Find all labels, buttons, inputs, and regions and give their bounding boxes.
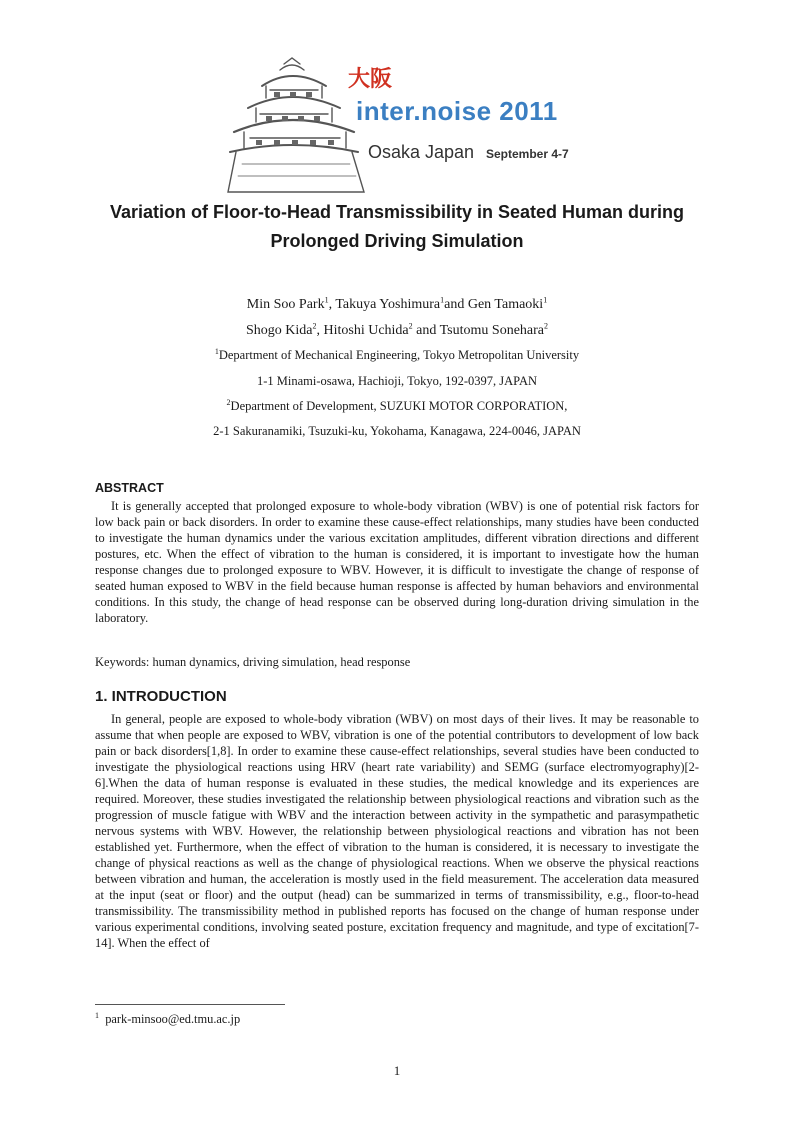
osaka-castle-logo	[222, 52, 602, 202]
abstract-body	[95, 498, 699, 626]
conference-place: Osaka Japan	[368, 142, 475, 162]
footnote-email: park-minsoo@ed.tmu.ac.jp	[105, 1012, 241, 1026]
page-number: 1	[393, 1063, 401, 1078]
paper-title-line-2: Prolonged Driving Simulation	[270, 231, 524, 251]
affiliation-1-name: $^1$Department of Mechanical Engineering, Tokyo Metropolitan University	[214, 346, 580, 362]
paper-title	[60, 198, 734, 256]
authors-line-2: Shogo Kida$^2$, Hitoshi Uchida$^2$ and Tsutomu Sonehara$^2$	[245, 321, 548, 338]
affiliation-2-name: $^2$Department of Development, SUZUKI MOTOR CORPORATION,	[226, 397, 568, 413]
footnote: $^1$ park-minsoo@ed.tmu.ac.jp	[95, 1010, 241, 1026]
affiliation-1-address: 1-1 Minami-osawa, Hachioji, Tokyo, 192-0397, JAPAN	[256, 374, 537, 388]
abstract-heading: ABSTRACT	[95, 481, 164, 495]
footnote-divider	[95, 1004, 285, 1005]
keywords: Keywords: human dynamics, driving simulation, head response	[95, 655, 411, 669]
paper-title-line-1: Variation of Floor-to-Head Transmissibility in Seated Human during	[109, 202, 685, 222]
introduction-paragraph: In general, people are exposed to whole-body vibration (WBV) on most days of their lives. It may be reasonable to assume that when people are exposed to WBV, vibration is one of the potential contributors to development of low back pain or back disorders[1,8]. In order to examine these cause-effect relationships, several studies have been conducted to investigate the physiological reactions using HRV (heart rate variability) and SEMG (surface electromyography)[2-6].When the data of human response is evaluated in these studies, the medical knowledge and its experiences are required. Moreover, these studies investigated the relationship between physiological reactions and vibration such as the progression of muscle fatigue with WBV and the interaction between activity in the sympathetic and parasympathetic nervous systems with WBV. However, the relationship between physiological reactions and vibration has not been established yet. Furthermore, when the effect of vibration to the human is considered, it is necessary to investigate the change of physical reactions as well as the change of physiological reactions. When we observe the physical reactions between vibration and human, the acceleration is mostly used in the field measurement. The acceleration data measured at the input (seat or floor) and the output (head) can be summarized in terms of transmissibility, e.g., floor-to-head transmissibility. The transmissibility method in published reports has focused on the change of human response under various experimental conditions, involving seated posture, excitation frequency and magnitude, and type of excitation[7-14]. When the effect of	[95, 712, 699, 950]
osaka-kanji: 大阪	[348, 67, 393, 92]
conference-name: inter.noise 2011	[356, 96, 558, 126]
abstract-paragraph: It is generally accepted that prolonged exposure to whole-body vibration (WBV) is one of potential risk factors for low back pain or back disorders. In order to examine these cause-effect relationships, many studies have been conducted to investigate the human dynamics under the various excitation amplitudes, different vibration directions and different postures, etc. When the effect of vibration to the human is considered, it is important to investigate how the human response changes due to prolonged exposure to WBV. However, it is difficult to investigate the change of response of seated human exposed to WBV in the field because human response is affected by human behaviors and environmental conditions. In this study, the change of head response can be observed during long-duration driving simulation in the laboratory.	[95, 499, 699, 625]
conference-dates: September 4-7	[486, 147, 569, 161]
introduction-body	[95, 711, 699, 951]
affiliation-2-address: 2-1 Sakuranamiki, Tsuzuki-ku, Yokohama, Kanagawa, 224-0046, JAPAN	[213, 424, 581, 438]
authors-line-1: Min Soo Park$^1$, Takuya Yoshimura$^1$and Gen Tamaoki$^1$	[246, 295, 548, 312]
introduction-heading: 1. INTRODUCTION	[95, 688, 227, 705]
